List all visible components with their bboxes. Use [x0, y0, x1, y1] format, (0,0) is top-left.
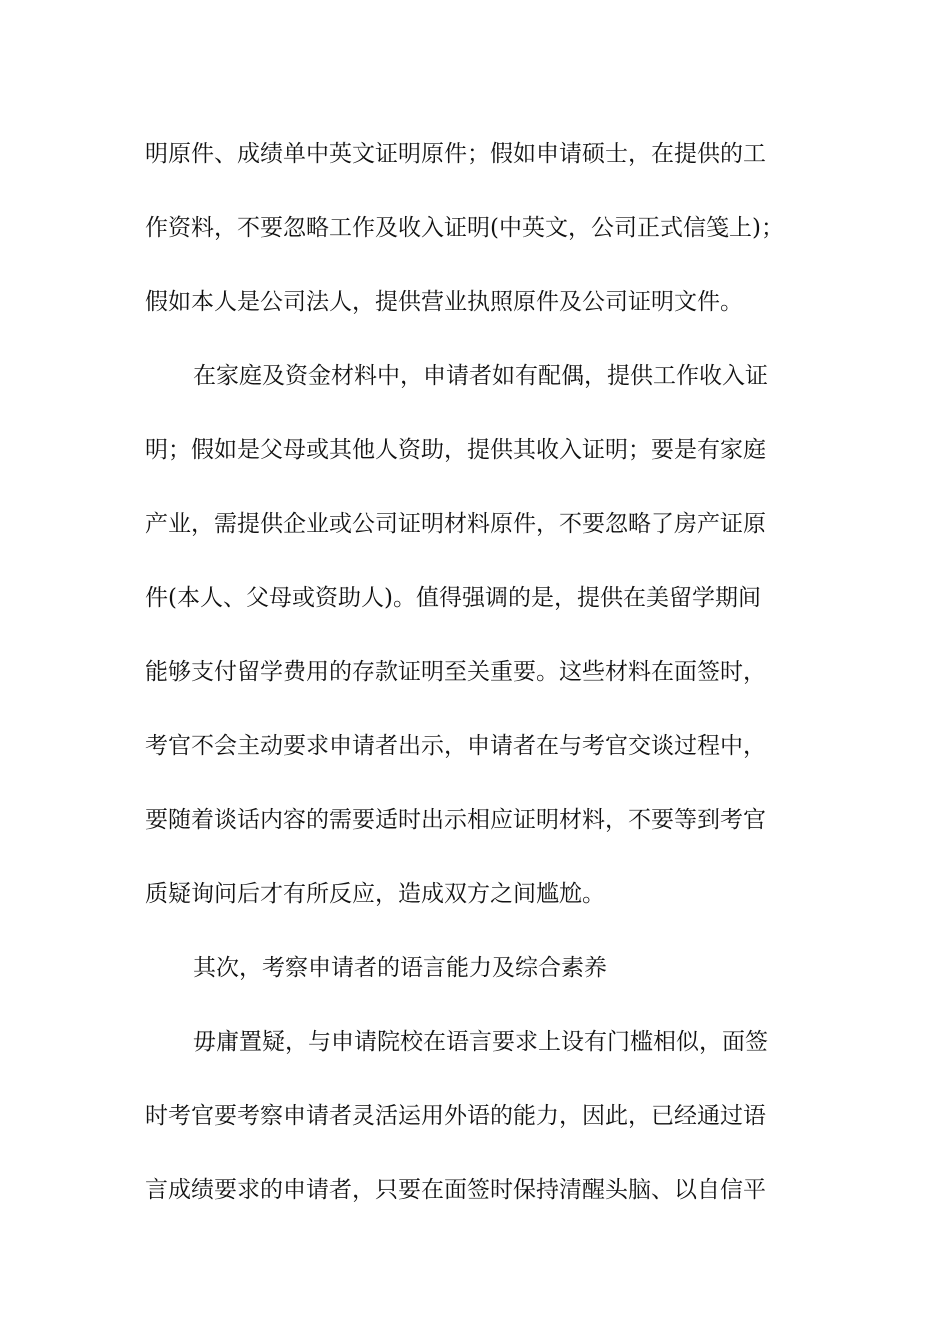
text-line: 考官不会主动要求申请者出示，申请者在与考官交谈过程中，: [145, 733, 766, 759]
paragraph-start-line: 毋庸置疑，与申请院校在语言要求上设有门槛相似，面签: [193, 1029, 768, 1055]
text-line: 言成绩要求的申请者，只要在面签时保持清醒头脑、以自信平: [145, 1177, 766, 1203]
text-line: 明；假如是父母或其他人资助，提供其收入证明；要是有家庭: [145, 437, 766, 463]
text-line: 作资料，不要忽略工作及收入证明(中英文，公司正式信笺上)；: [145, 215, 784, 241]
text-line: 明原件、成绩单中英文证明原件；假如申请硕士，在提供的工: [145, 141, 766, 167]
text-line: 能够支付留学费用的存款证明至关重要。这些材料在面签时，: [145, 659, 766, 685]
text-line: 时考官要考察申请者灵活运用外语的能力，因此，已经通过语: [145, 1103, 766, 1129]
text-line: 件(本人、父母或资助人)。值得强调的是，提供在美留学期间: [145, 585, 761, 611]
text-line: 质疑询问后才有所反应，造成双方之间尴尬。: [145, 881, 605, 907]
text-line: 要随着谈话内容的需要适时出示相应证明材料，不要等到考官: [145, 807, 766, 833]
text-line: 产业，需提供企业或公司证明材料原件，不要忽略了房产证原: [145, 511, 766, 537]
paragraph-start-line: 在家庭及资金材料中，申请者如有配偶，提供工作收入证: [193, 363, 768, 389]
text-line: 假如本人是公司法人，提供营业执照原件及公司证明文件。: [145, 289, 743, 315]
section-heading: 其次，考察申请者的语言能力及综合素养: [193, 955, 607, 981]
